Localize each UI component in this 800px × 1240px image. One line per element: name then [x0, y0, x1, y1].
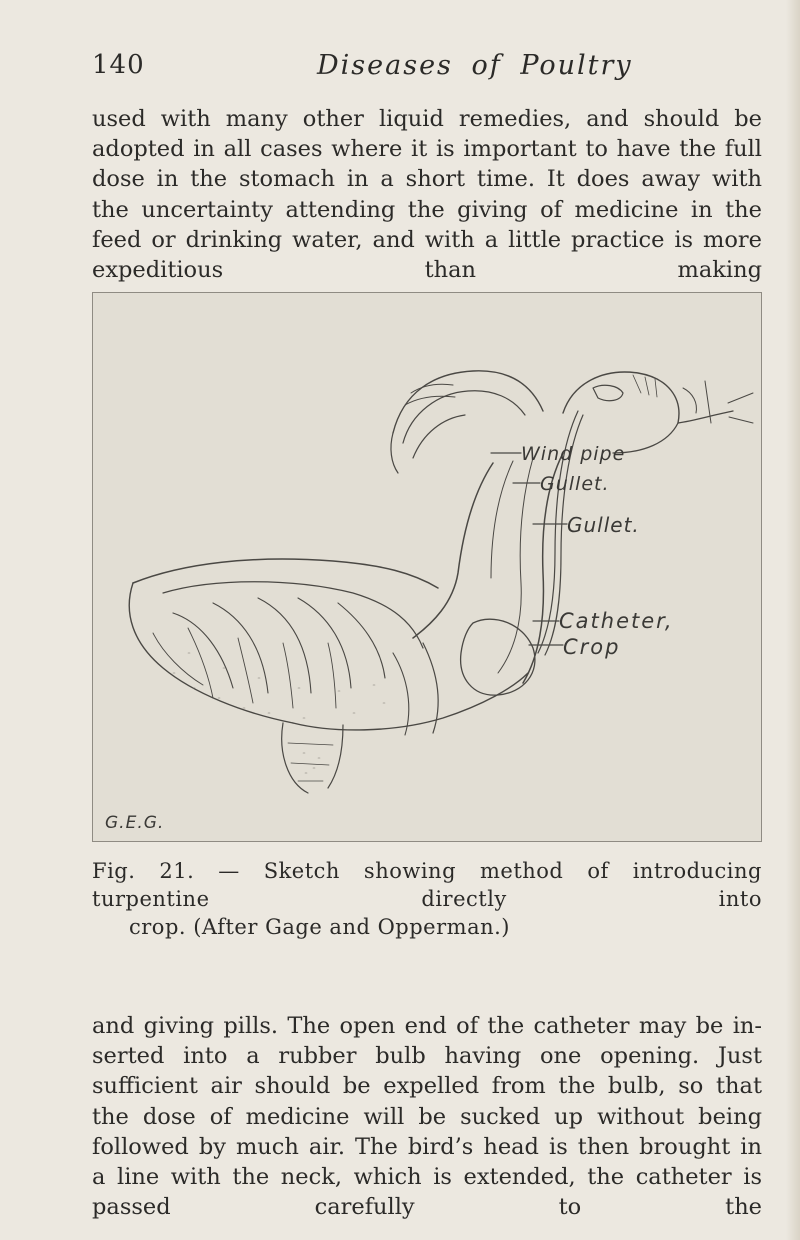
artist-initials: G.E.G.	[105, 813, 165, 833]
running-title: Diseases of Poultry	[317, 50, 633, 81]
label-crop: Crop	[563, 635, 621, 659]
body-paragraph-bottom: and giving pills. The open end of the catheter may be in- serted into a rubber bulb having one opening. Just sufficient air should be expelled from the bulb, so that the dose of medicine will be sucked up without being followed by much air. The bird’s head is then brought in a line with the neck, which is extended, the catheter is passed carefully to the	[92, 1013, 762, 1221]
label-gullet-upper: Gullet.	[540, 473, 610, 495]
label-gullet-lower: Gullet.	[567, 513, 640, 537]
body-paragraph-top: used with many other liquid remedies, and should be adopted in all cases where it is important to have the full dose in the stomach in a short time. It does away with the uncertainty attending the giving of medicine in the feed or drinking water, and with a little practice is more expeditious than making	[92, 106, 762, 284]
caption-line-1: Fig. 21. — Sketch showing method of introducing turpentine directly into	[92, 859, 762, 911]
figure-illustration	[92, 292, 762, 842]
label-catheter: Catheter,	[559, 609, 674, 633]
page-edge	[786, 0, 800, 1240]
bird-sketch	[93, 293, 762, 842]
figure-caption	[92, 857, 762, 941]
page-header	[92, 50, 762, 90]
label-windpipe: Wind pipe	[521, 443, 626, 465]
page-number: 140	[92, 50, 145, 80]
caption-line-2: crop. (After Gage and Opperman.)	[129, 915, 510, 939]
